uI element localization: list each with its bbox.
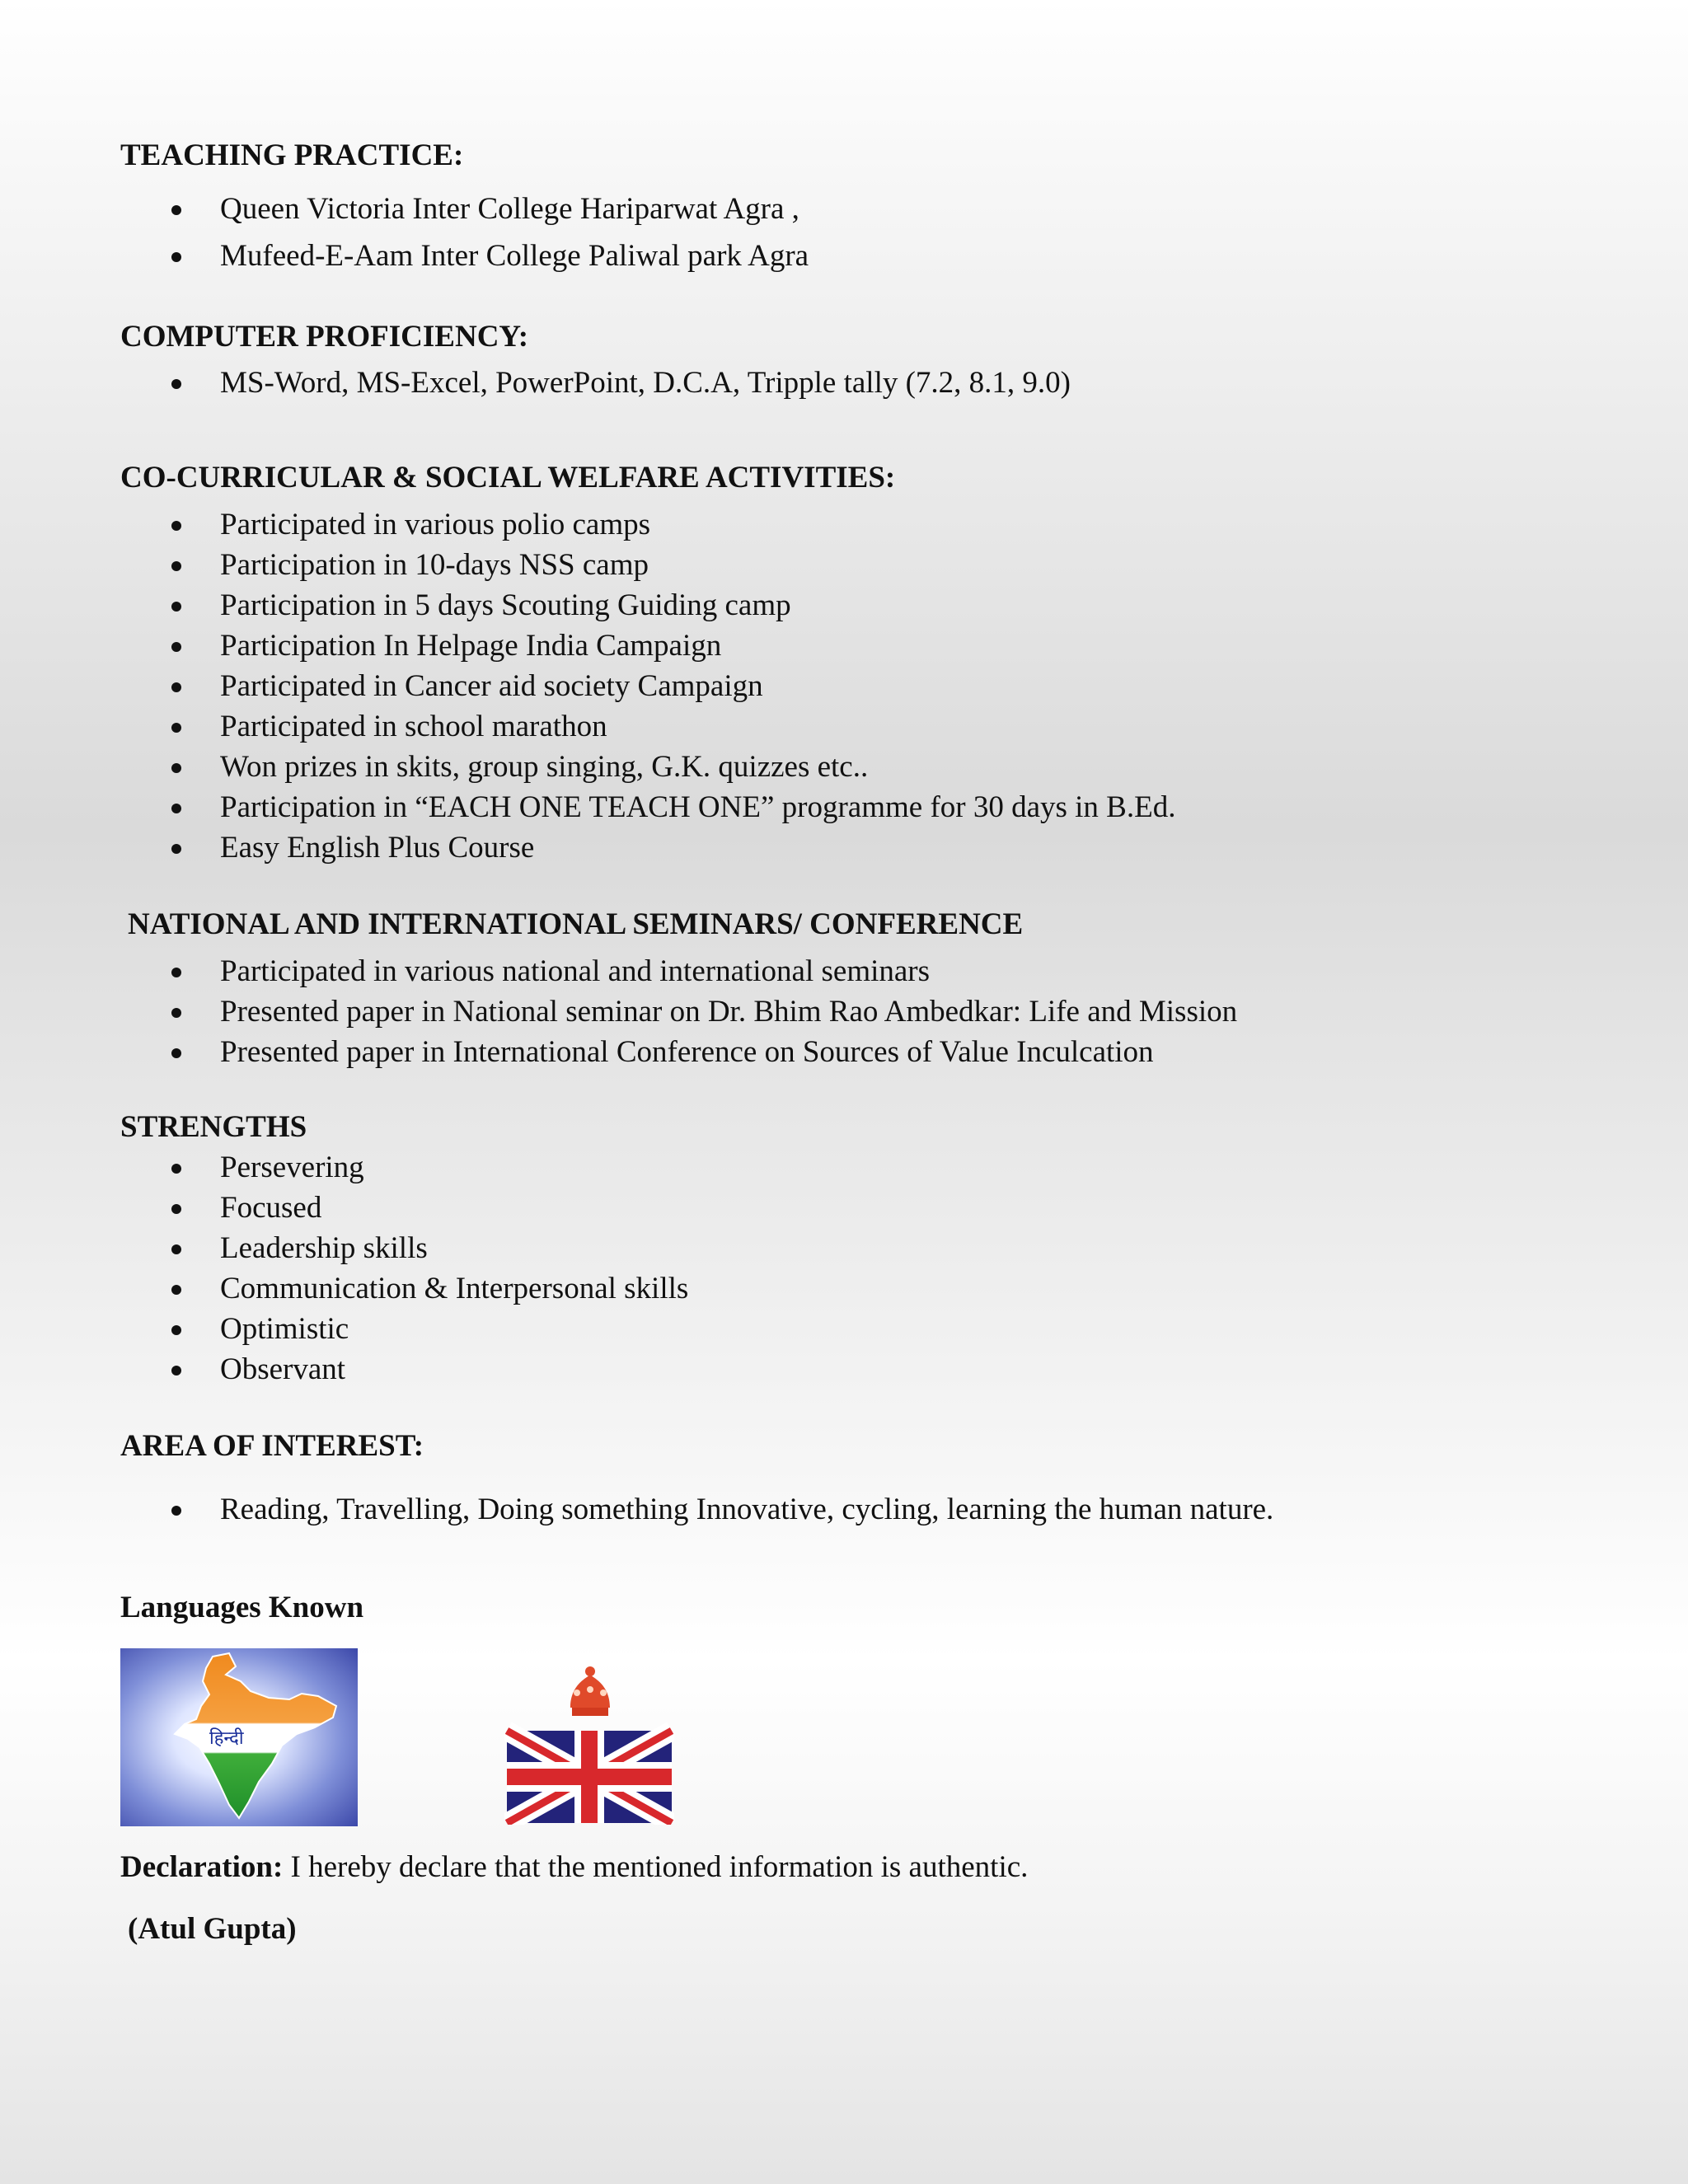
list-item: Participation in 10-days NSS camp (120, 545, 1175, 585)
list-item: Mufeed-E-Aam Inter College Paliwal park Agra (120, 236, 809, 276)
list-item: Queen Victoria Inter College Hariparwat Agra , (120, 189, 809, 229)
list-item: Presented paper in International Conference on Sources of Value Inculcation (120, 1032, 1237, 1072)
seminars-list (120, 951, 1237, 1072)
list-item: Optimistic (120, 1309, 688, 1349)
list-item: Participated in school marathon (120, 706, 1175, 747)
hindi-india-map-image (120, 1648, 358, 1826)
declaration-label: Declaration: (120, 1850, 284, 1884)
list-item: Participated in Cancer aid society Campaign (120, 666, 1175, 706)
languages-heading: Languages Known (120, 1591, 364, 1624)
list-item: Participation in 5 days Scouting Guiding camp (120, 585, 1175, 626)
signature-name: (Atul Gupta) (128, 1912, 297, 1946)
teaching-practice-heading: TEACHING PRACTICE: (120, 138, 464, 172)
list-item: Participated in various polio camps (120, 504, 1175, 545)
declaration (120, 1849, 1028, 1886)
english-union-jack-image (504, 1660, 674, 1825)
list-item: Observant (120, 1349, 688, 1390)
hindi-map-label: हिन्दी (209, 1728, 244, 1749)
computer-proficiency-heading: COMPUTER PROFICIENCY: (120, 320, 529, 354)
list-item: Persevering (120, 1147, 688, 1188)
declaration-text: I hereby declare that the mentioned information is authentic. (283, 1850, 1029, 1884)
list-item: Reading, Travelling, Doing something Innovative, cycling, learning the human nature. (120, 1489, 1273, 1530)
area-of-interest-heading: AREA OF INTEREST: (120, 1429, 424, 1463)
list-item: Focused (120, 1188, 688, 1228)
list-item: Leadership skills (120, 1228, 688, 1268)
list-item: MS-Word, MS-Excel, PowerPoint, D.C.A, Tripple tally (7.2, 8.1, 9.0) (120, 363, 1071, 403)
cocurricular-heading: CO-CURRICULAR & SOCIAL WELFARE ACTIVITIES: (120, 461, 896, 494)
list-item: Participation in “EACH ONE TEACH ONE” programme for 30 days in B.Ed. (120, 787, 1175, 827)
list-item: Participation In Helpage India Campaign (120, 626, 1175, 666)
area-of-interest-list (120, 1489, 1273, 1530)
teaching-practice-list (120, 189, 809, 276)
strengths-list (120, 1147, 688, 1390)
list-item: Easy English Plus Course (120, 827, 1175, 868)
list-item: Communication & Interpersonal skills (120, 1268, 688, 1309)
computer-proficiency-list (120, 363, 1071, 403)
seminars-heading: NATIONAL AND INTERNATIONAL SEMINARS/ CONFERENCE (128, 907, 1024, 941)
strengths-heading: STRENGTHS (120, 1110, 307, 1144)
union-jack-icon (507, 1731, 672, 1823)
crown-icon (570, 1666, 610, 1716)
list-item: Participated in various national and international seminars (120, 951, 1237, 991)
cocurricular-list (120, 504, 1175, 868)
list-item: Won prizes in skits, group singing, G.K. quizzes etc.. (120, 747, 1175, 787)
list-item: Presented paper in National seminar on Dr. Bhim Rao Ambedkar: Life and Mission (120, 991, 1237, 1032)
